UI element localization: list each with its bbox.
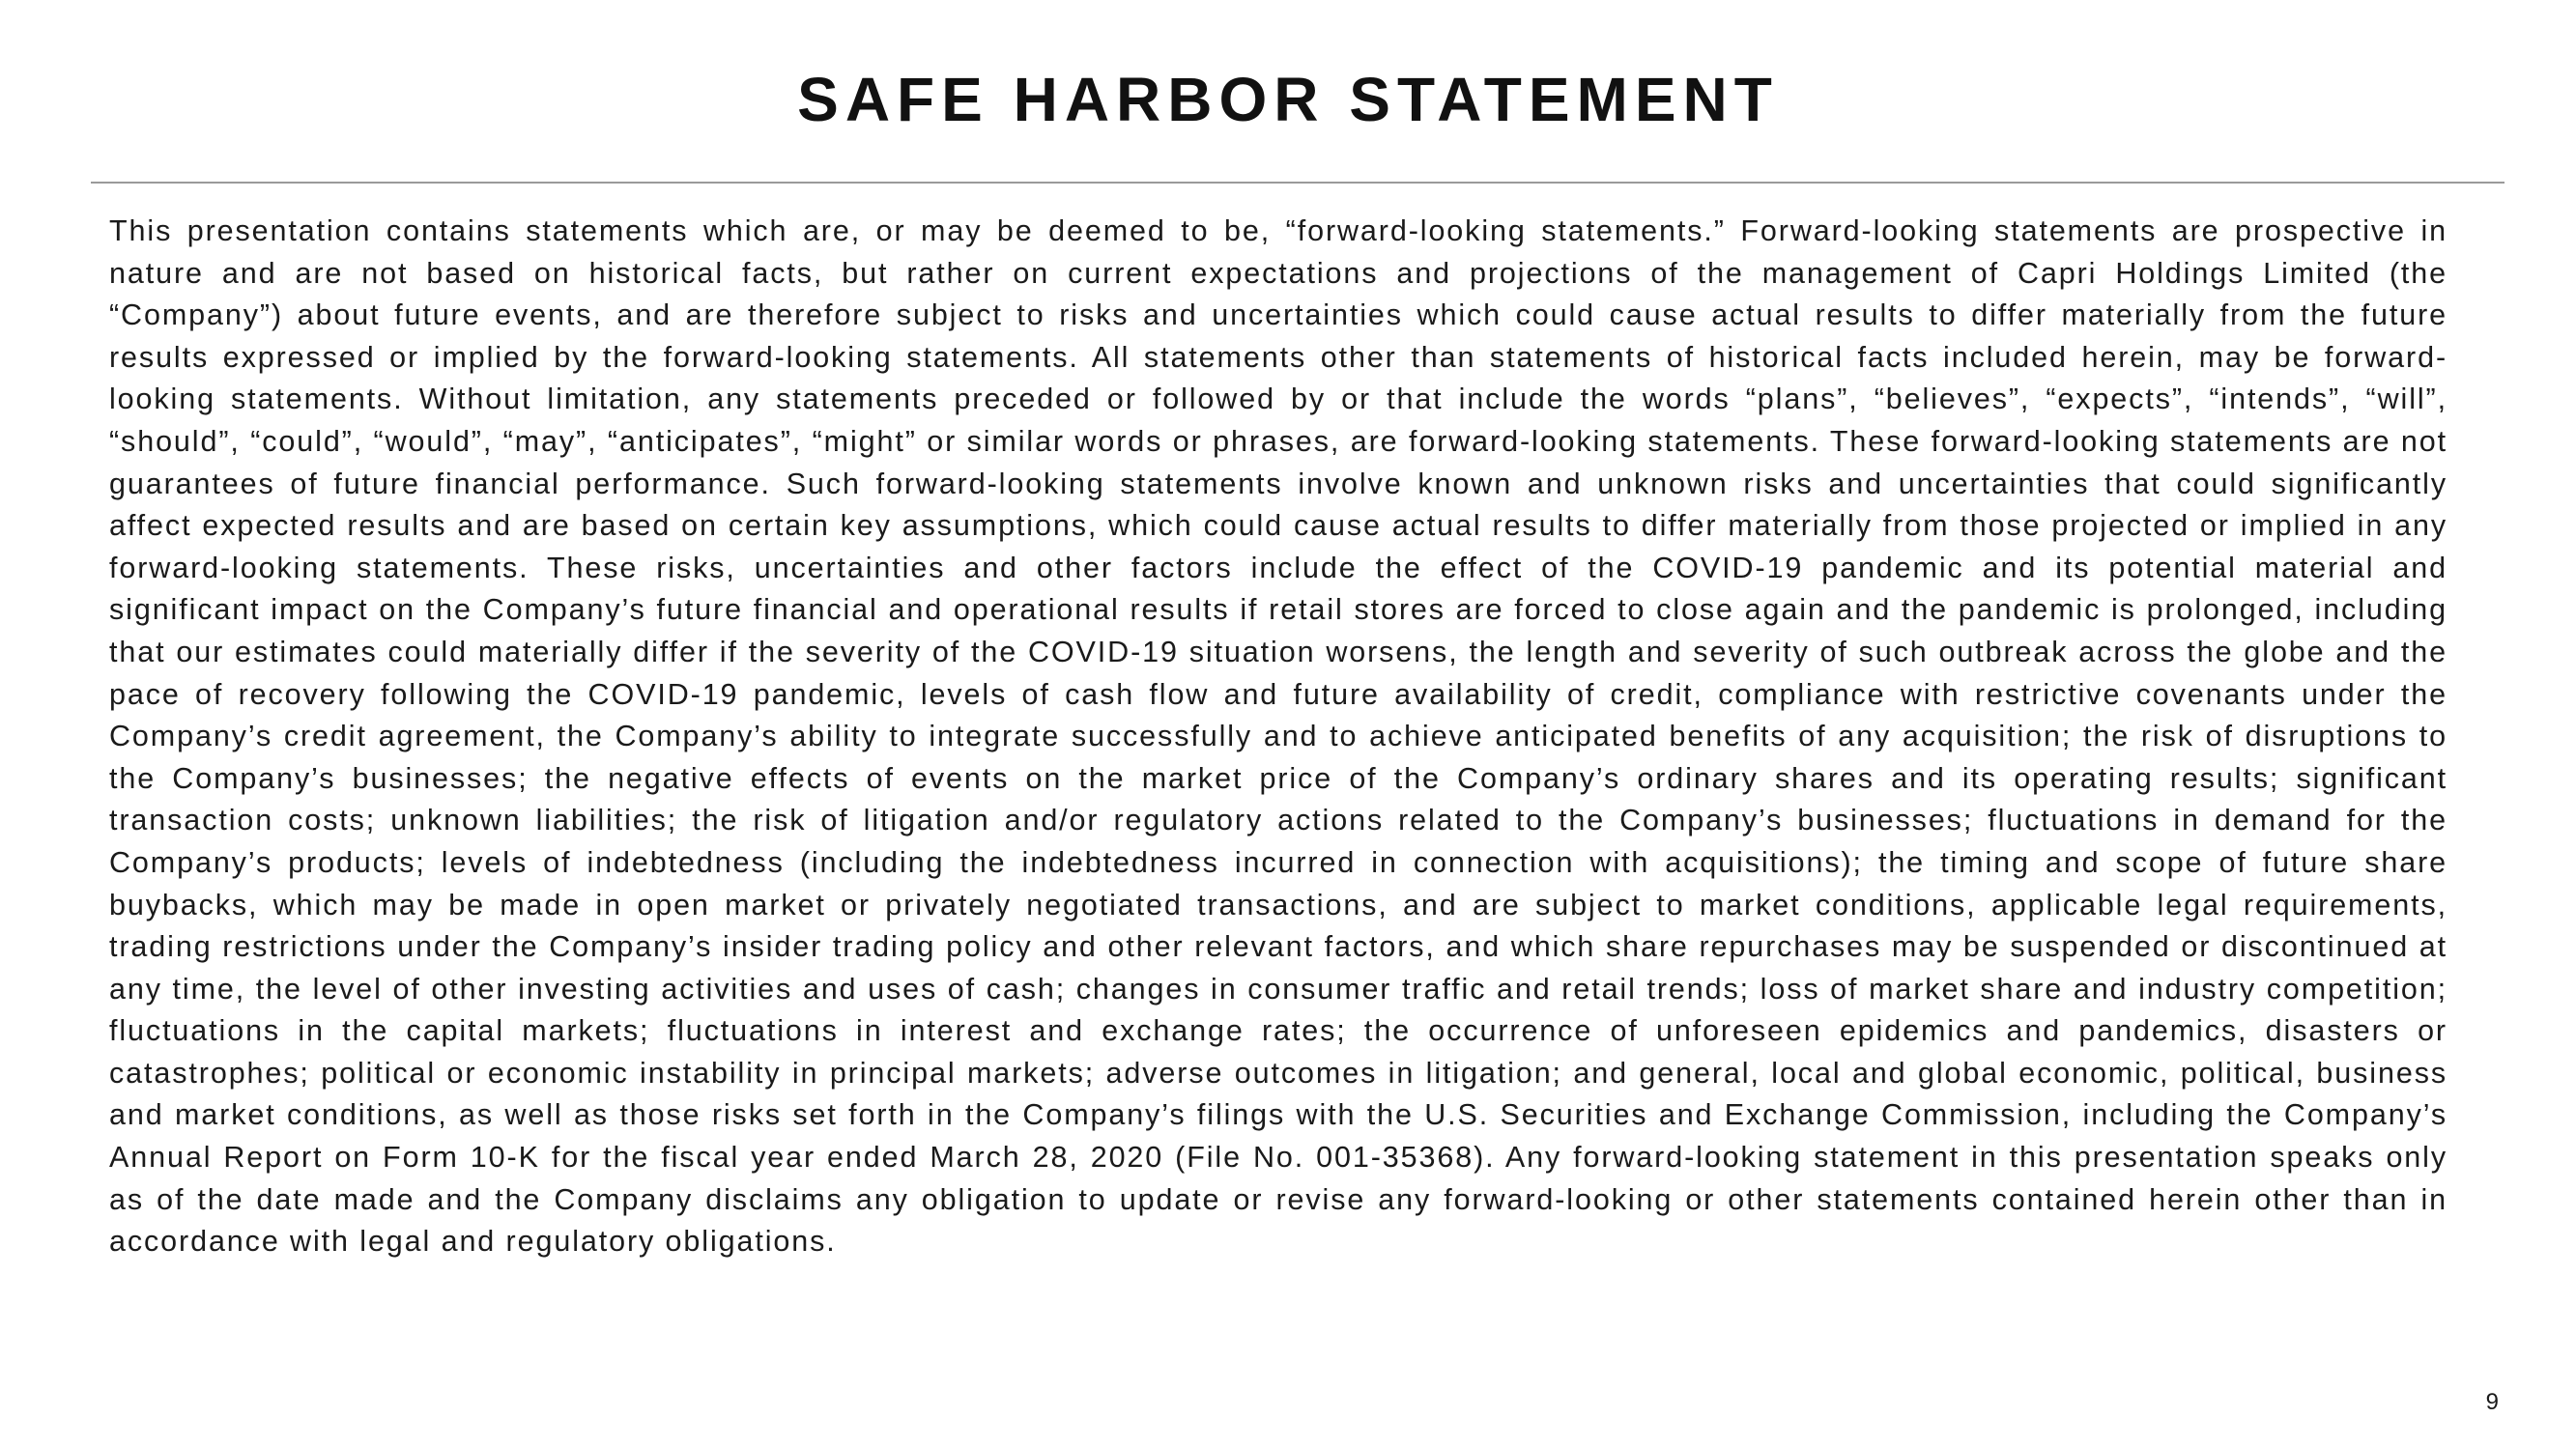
- safe-harbor-body-text: This presentation contains statements which are, or may be deemed to be, “forward-looking statements.” Forward-looking statements are prospective in nature and are not based on historical facts, but rather on current expectations and projections of the management of Capri Holdings Limited (the “Company”) about future events, and are therefore subject to risks and uncertainties which could cause actual results to differ materially from the future results expressed or implied by the forward-looking statements. All statements other than statements of historical facts included herein, may be forward-looking statements. Without limitation, any statements preceded or followed by or that include the words “plans”, “believes”, “expects”, “intends”, “will”, “should”, “could”, “would”, “may”, “anticipates”, “might” or similar words or phrases, are forward-looking statements. These forward-looking statements are not guarantees of future financial performance. Such forward-looking statements involve known and unknown risks and uncertainties that could significantly affect expected results and are based on certain key assumptions, which could cause actual results to differ materially from those projected or implied in any forward-looking statements. These risks, uncertainties and other factors include the effect of the COVID-19 pandemic and its potential material and significant impact on the Company’s future financial and operational results if retail stores are forced to close again and the pandemic is prolonged, including that our estimates could materially differ if the severity of the COVID-19 situation worsens, the length and severity of such outbreak across the globe and the pace of recovery following the COVID-19 pandemic, levels of cash flow and future availability of credit, compliance with restrictive covenants under the Company’s credit agreement, the Company’s ability to integrate successfully and to achieve anticipated benefits of any acquisition; the risk of disruptions to the Company’s businesses; the negative effects of events on the market price of the Company’s ordinary shares and its operating results; significant transaction costs; unknown liabilities; the risk of litigation and/or regulatory actions related to the Company’s businesses; fluctuations in demand for the Company’s products; levels of indebtedness (including the indebtedness incurred in connection with acquisitions); the timing and scope of future share buybacks, which may be made in open market or privately negotiated transactions, and are subject to market conditions, applicable legal requirements, trading restrictions under the Company’s insider trading policy and other relevant factors, and which share repurchases may be suspended or discontinued at any time, the level of other investing activities and uses of cash; changes in consumer traffic and retail trends; loss of market share and industry competition; fluctuations in the capital markets; fluctuations in interest and exchange rates; the occurrence of unforeseen epidemics and pandemics, disasters or catastrophes; political or economic instability in principal markets; adverse outcomes in litigation; and general, local and global economic, political, business and market conditions, as well as those risks set forth in the Company’s filings with the U.S. Securities and Exchange Commission, including the Company’s Annual Report on Form 10-K for the fiscal year ended March 28, 2020 (File No. 001-35368). Any forward-looking statement in this presentation speaks only as of the date made and the Company disclaims any obligation to update or revise any forward-looking or other statements contained herein other than in accordance with legal and regulatory obligations.: [109, 214, 2447, 1259]
- page-title: SAFE HARBOR STATEMENT: [797, 65, 1779, 134]
- title-divider: [91, 182, 2504, 184]
- page-number: 9: [2485, 1389, 2499, 1415]
